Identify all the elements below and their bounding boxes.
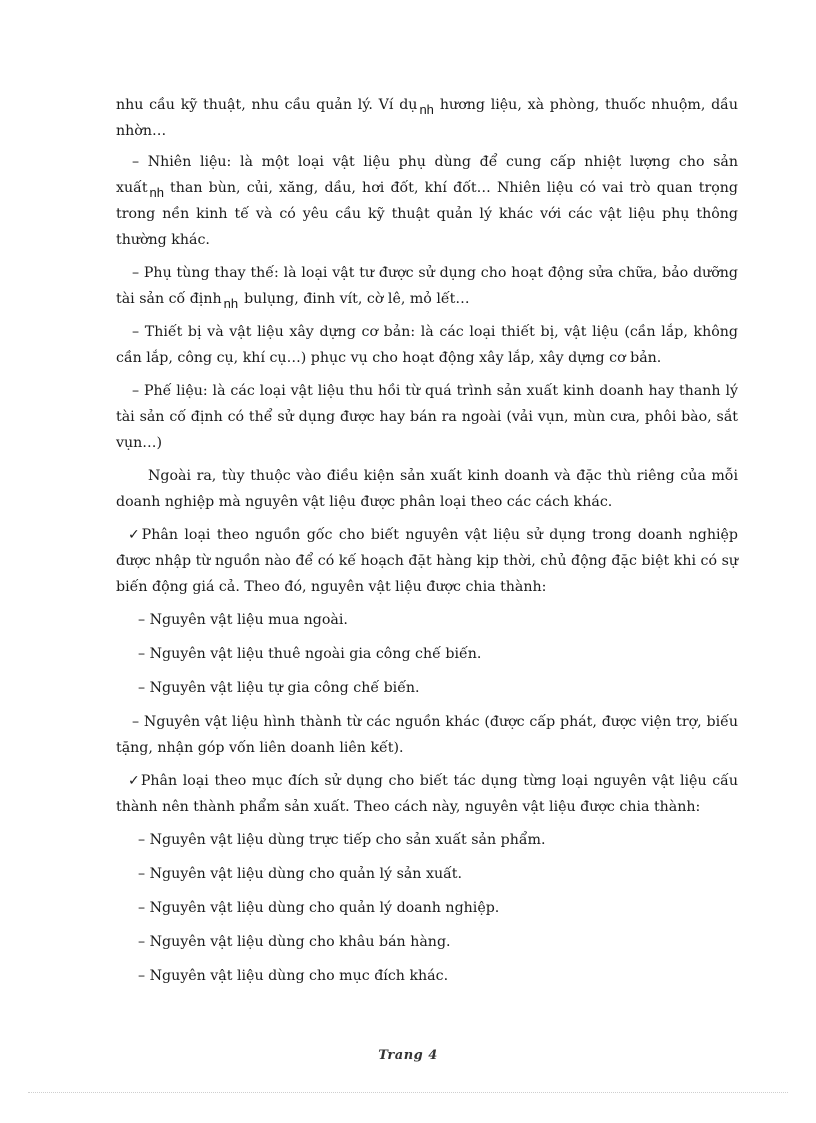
- paragraph-other-methods: Ngoài ra, tùy thuộc vào điều kiện sản xuất kinh doanh và đặc thù riêng của mỗi doanh nghiệp mà nguyên vật liệu được phân loại theo các cách khác.: [116, 468, 738, 510]
- list-item: – Nguyên vật liệu mua ngoài.: [138, 612, 348, 628]
- list-item: – Nguyên vật liệu dùng trực tiếp cho sản xuất sản phẩm.: [138, 832, 546, 848]
- paragraph-text: – Nhiên liệu: là một loại vật liệu phụ dùng để cung cấp nhiệt lượng cho sản xuất: [116, 154, 738, 196]
- subscript-abbrev: nh: [419, 102, 434, 117]
- subscript-abbrev: nh: [149, 185, 165, 200]
- paragraph-text: Phân loại theo nguồn gốc cho biết nguyên vật liệu sử dụng trong doanh nghiệp được nhập từ nguồn nào để có kế hoạch đặt hàng kịp thời, chủ động đặc biệt khi có sự biến động giá cả. Theo đó, nguyên vật liệu được chia thành:: [116, 527, 739, 595]
- checkmark-icon: ✓: [128, 773, 141, 789]
- list-item: – Nguyên vật liệu dùng cho quản lý sản xuất.: [138, 866, 462, 882]
- list-item: – Nguyên vật liệu dùng cho mục đích khác.: [138, 968, 449, 984]
- page-number: Trang 4: [378, 1048, 438, 1063]
- page-content: [116, 92, 738, 997]
- list-item: – Nguyên vật liệu tự gia công chế biến.: [138, 680, 420, 696]
- paragraph-text: Phân loại theo mục đích sử dụng cho biết tác dụng từng loại nguyên vật liệu cấu thành nên thành phẩm sản xuất. Theo cách này, nguyên vật liệu được chia thành:: [116, 773, 739, 815]
- page-bottom-divider: [28, 1092, 788, 1093]
- list-item: – Nguyên vật liệu dùng cho khâu bán hàng.: [138, 934, 451, 950]
- paragraph-text: nhu cầu kỹ thuật, nhu cầu quản lý. Ví dụ: [116, 97, 418, 113]
- paragraph-text: – Phụ tùng thay thế: là loại vật tư được sử dụng cho hoạt động sửa chữa, bảo dưỡng tài sản cố định: [116, 265, 738, 307]
- paragraph-construction: – Thiết bị và vật liệu xây dựng cơ bản: là các loại thiết bị, vật liệu (cần lắp, không cần lắp, công cụ, khí cụ…) phục vụ cho hoạt động xây lắp, xây dựng cơ bản.: [116, 324, 738, 366]
- list-item: – Nguyên vật liệu dùng cho quản lý doanh nghiệp.: [138, 900, 500, 916]
- paragraph-spare-parts: [116, 260, 738, 312]
- checkmark-icon: ✓: [128, 527, 142, 543]
- paragraph-text: than bùn, củi, xăng, dầu, hơi đốt, khí đốt… Nhiên liệu có vai trò quan trọng trong nền kinh tế và có yêu cầu kỹ thuật quản lý khác với các vật liệu phụ thông thường khác.: [116, 180, 738, 248]
- paragraph-fuel: [116, 149, 738, 253]
- paragraph-by-source: [116, 522, 738, 600]
- paragraph-examples: [116, 92, 738, 144]
- list-item: – Nguyên vật liệu thuê ngoài gia công chế biến.: [138, 646, 482, 662]
- paragraph-text: hương liệu, xà phòng, thuốc nhuộm, dầu nhờn…: [116, 97, 738, 139]
- list-item: – Nguyên vật liệu hình thành từ các nguồn khác (được cấp phát, được viện trợ, biếu tặng, nhận góp vốn liên doanh liên kết).: [116, 714, 738, 756]
- paragraph-text: bulụng, đinh vít, cờ lê, mỏ lết…: [244, 291, 470, 307]
- paragraph-scrap: – Phế liệu: là các loại vật liệu thu hồi từ quá trình sản xuất kinh doanh hay thanh lý tài sản cố định có thể sử dụng được hay bán ra ngoài (vải vụn, mùn cưa, phôi bào, sắt vụn…): [116, 383, 738, 451]
- subscript-abbrev: nh: [223, 296, 239, 311]
- paragraph-by-purpose: [116, 768, 738, 820]
